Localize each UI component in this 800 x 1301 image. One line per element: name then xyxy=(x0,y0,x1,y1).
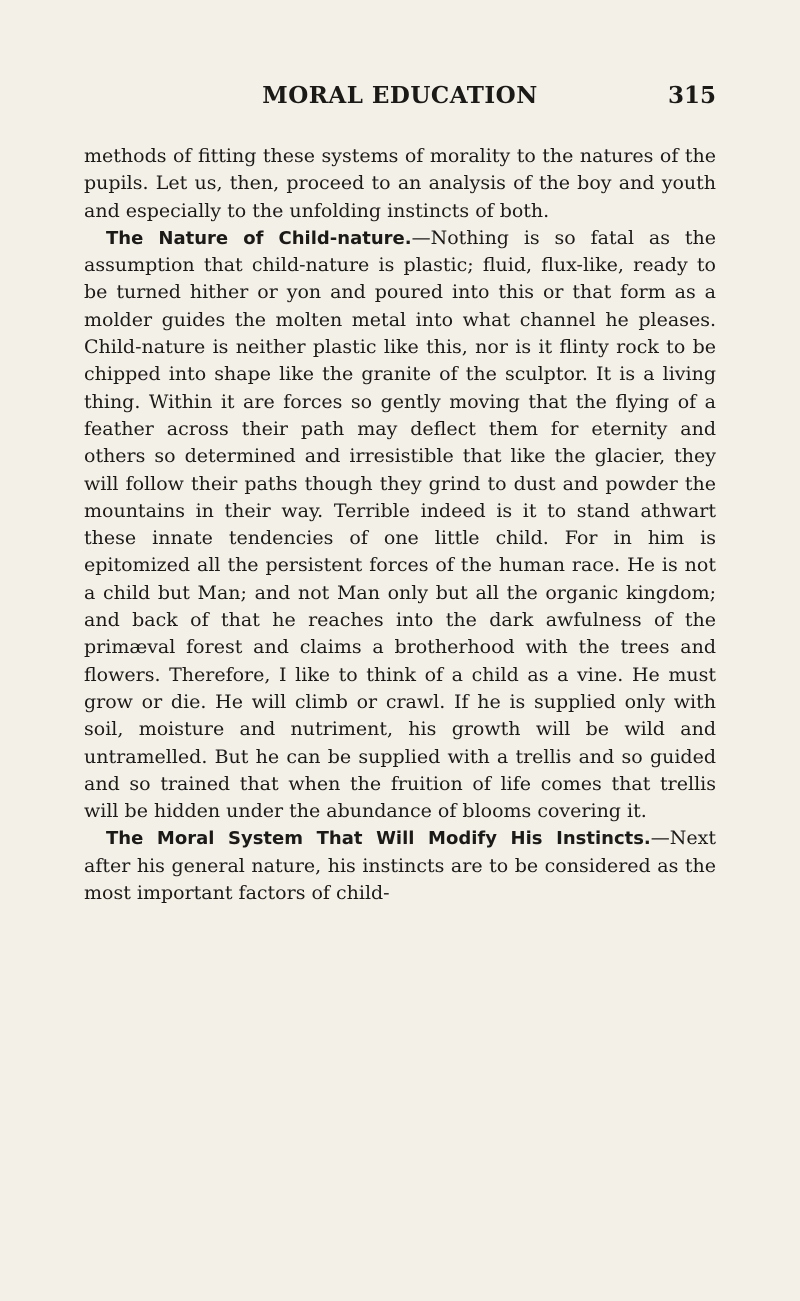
running-head xyxy=(84,82,716,122)
paragraph-intro-text: methods of fitting these systems of morality to the natures of the pupils. Let us, then, proceed to an analysis of the boy and youth and especially to the unfolding instincts of both. xyxy=(84,145,716,222)
paragraph-intro xyxy=(84,143,716,225)
body-text xyxy=(84,143,716,907)
paragraph-moral-system-text: —Next after his general nature, his instincts are to be considered as the most important factors of child- xyxy=(84,827,716,905)
paragraph-moral-system xyxy=(84,825,716,907)
paragraph-child-nature xyxy=(84,225,716,826)
page-number: 315 xyxy=(667,82,716,109)
running-title: MORAL EDUCATION xyxy=(262,82,538,109)
section-heading-child-nature: The Nature of Child-nature. xyxy=(106,227,412,249)
section-heading-moral-system: The Moral System That Will Modify His Instincts. xyxy=(106,828,651,850)
paragraph-child-nature-text: —Nothing is so fatal as the assumption that child-nature is plastic; fluid, flux-like, ready to be turned hither or yon and poured into this or that form as a molder guides the molten metal into what channel he pleases. Child-nature is neither plastic like this, nor is it flinty rock to be chipped into shape like the granite of the sculptor. It is a living thing. Within it are forces so gently moving that the flying of a feather across their path may deflect them for eternity and others so determined and irresistible that like the glacier, they will follow their paths though they grind to dust and powder the mountains in their way. Terrible indeed is it to stand athwart these innate tendencies of one little child. For in him is epitomized all the persistent forces of the human race. He is not a child but Man; and not Man only but all the organic kingdom; and back of that he reaches into the dark awfulness of the primæval forest and claims a brotherhood with the trees and flowers. Therefore, I like to think of a child as a vine. He must grow or die. He will climb or crawl. If he is supplied only with soil, moisture and nutriment, his growth will be wild and untramelled. But he can be supplied with a trellis and so guided and so trained that when the fruition of life comes that trellis will be hidden under the abundance of blooms covering it. xyxy=(84,226,716,823)
